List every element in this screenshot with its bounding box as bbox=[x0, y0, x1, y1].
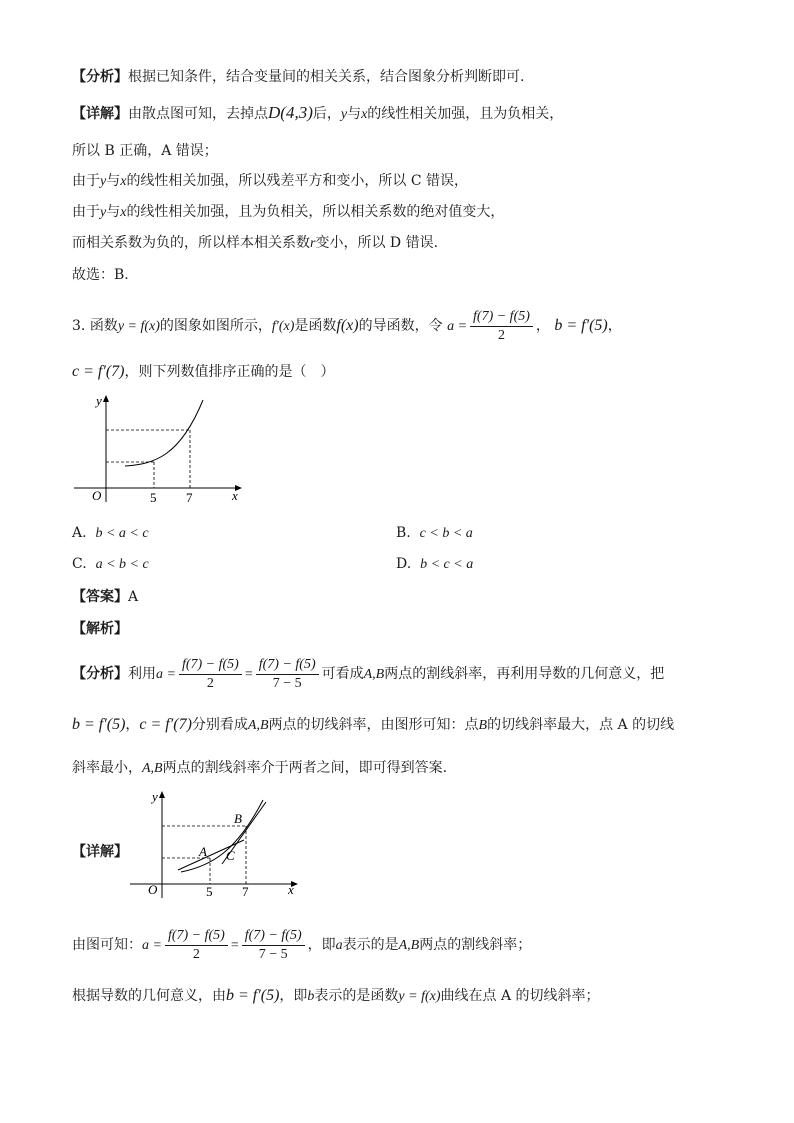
text-line bbox=[72, 232, 438, 255]
separator: ， bbox=[607, 318, 622, 334]
text: 表示的是 bbox=[342, 937, 399, 953]
detail-text: 由散点图可知，去掉点 bbox=[128, 106, 268, 122]
var-x: x bbox=[361, 107, 368, 122]
point-b: B bbox=[478, 718, 488, 733]
tick-label: 5 bbox=[206, 884, 213, 899]
detail-header bbox=[72, 841, 128, 863]
text: 斜率最小， bbox=[72, 760, 142, 776]
text: 的线性相关加强，所以残差平方和变小，所以 C 错误， bbox=[126, 173, 469, 189]
text: 与 bbox=[106, 173, 121, 189]
text: 根据导数的几何意义，由 bbox=[72, 988, 226, 1004]
var-y: y bbox=[100, 174, 107, 189]
text: ，即 bbox=[279, 988, 308, 1004]
c-equation: c = f′(7) bbox=[72, 363, 125, 380]
points-ab: A,B bbox=[363, 667, 385, 682]
option-d[interactable] bbox=[396, 556, 473, 573]
analysis-line1 bbox=[72, 654, 664, 695]
function-expr: y = f(x) bbox=[117, 319, 160, 334]
detail-text: 与 bbox=[347, 106, 362, 122]
text: 两点的割线斜率，再利用导数的几何意义，把 bbox=[384, 666, 665, 682]
option-expr: a < b < c bbox=[95, 557, 149, 572]
detail-tag: 【详解】 bbox=[72, 844, 128, 860]
b-equation: b = f′(5) bbox=[226, 987, 280, 1004]
analysis-line-prev bbox=[72, 66, 524, 88]
fraction-numerator: f(7) − f(5) bbox=[179, 656, 242, 675]
option-c[interactable] bbox=[72, 556, 149, 573]
question-3-line2 bbox=[72, 361, 335, 383]
analysis-tag: 【分析】 bbox=[72, 69, 128, 85]
question-3-line1 bbox=[72, 306, 622, 347]
tick-label: 5 bbox=[150, 490, 157, 505]
detail-text: 后， bbox=[312, 106, 341, 122]
point-d: D(4,3) bbox=[268, 103, 313, 122]
separator: ， bbox=[125, 717, 140, 733]
x-axis-label: x bbox=[232, 488, 238, 503]
text: 的线性相关加强，且为负相关，所以相关系数的绝对值变大， bbox=[126, 204, 505, 220]
text: 曲线在点 A 的切线斜率； bbox=[440, 988, 600, 1004]
fraction-numerator: f(7) − f(5) bbox=[470, 308, 533, 327]
x-axis-label: x bbox=[288, 882, 294, 897]
a-lhs: a = bbox=[156, 667, 176, 682]
fraction bbox=[242, 927, 305, 964]
text: 两点的切线斜率，由图形可知：点 bbox=[268, 717, 479, 733]
function-graph bbox=[70, 390, 250, 508]
fraction-numerator: f(7) − f(5) bbox=[256, 656, 319, 675]
option-label: A. bbox=[72, 525, 87, 541]
var-r: r bbox=[310, 236, 316, 251]
detail-line-prev bbox=[72, 102, 563, 126]
option-b[interactable] bbox=[396, 525, 473, 542]
text: 两点的割线斜率介于两者之间，即可得到答案. bbox=[162, 760, 448, 776]
text: 由于 bbox=[72, 173, 100, 189]
fraction-denominator: 2 bbox=[192, 946, 200, 962]
text-line bbox=[72, 170, 468, 193]
var-b: b bbox=[307, 989, 315, 1004]
text: 利用 bbox=[128, 666, 156, 682]
detail-graph bbox=[126, 786, 306, 902]
text: 而相关系数为负的，所以样本相关系数 bbox=[72, 235, 310, 251]
analysis-line2 bbox=[72, 714, 674, 737]
equals: = bbox=[244, 667, 253, 682]
var-y: y bbox=[340, 107, 348, 122]
text: 的导函数，令 bbox=[358, 318, 443, 334]
text: 两点的割线斜率； bbox=[419, 937, 532, 953]
var-a: a bbox=[335, 938, 343, 953]
fraction bbox=[179, 656, 242, 693]
text: 是函数 bbox=[294, 318, 337, 334]
fraction-numerator: f(7) − f(5) bbox=[242, 927, 305, 946]
detail-line2 bbox=[72, 985, 600, 1008]
points-ab: A,B bbox=[142, 761, 163, 776]
var-x: x bbox=[120, 205, 127, 220]
fraction-denominator: 2 bbox=[497, 327, 505, 343]
text: 变小，所以 D 错误. bbox=[315, 235, 439, 251]
y-axis-arrow-icon bbox=[103, 395, 109, 402]
y-axis-arrow-icon bbox=[159, 791, 165, 798]
origin-label: O bbox=[92, 488, 102, 503]
c-equation: c = f′(7) bbox=[139, 716, 192, 733]
answer-tag: 【答案】 bbox=[72, 589, 128, 605]
y-axis-label: y bbox=[152, 789, 158, 804]
y-axis-label: y bbox=[96, 393, 102, 408]
text: 所以 B 正确，A 错误； bbox=[72, 143, 218, 159]
var-y: y bbox=[100, 205, 107, 220]
option-a[interactable] bbox=[72, 525, 149, 542]
analysis-text: 根据已知条件，结合变量间的相关关系，结合图象分析判断即可. bbox=[128, 69, 525, 85]
answer-value: A bbox=[128, 589, 139, 605]
tick-label: 7 bbox=[186, 490, 193, 505]
text: 分别看成 bbox=[191, 717, 248, 733]
detail-text: 的线性相关加强，且为负相关， bbox=[367, 106, 564, 122]
answer-line bbox=[72, 586, 138, 608]
fraction-numerator: f(7) − f(5) bbox=[165, 927, 228, 946]
text: ，即 bbox=[307, 937, 336, 953]
function-expr: f(x) bbox=[336, 317, 359, 334]
option-label: B. bbox=[396, 525, 411, 541]
b-equation: b = f′(5) bbox=[72, 716, 126, 733]
text-line bbox=[72, 201, 504, 224]
text: 函数 bbox=[89, 318, 118, 334]
point-b-label: B bbox=[234, 811, 242, 826]
b-equation: b = f′(5) bbox=[554, 317, 608, 334]
derivative-expr: f′(x) bbox=[271, 319, 295, 334]
a-lhs: a = bbox=[447, 319, 468, 334]
origin-label: O bbox=[148, 882, 158, 897]
function-expr: y = f(x) bbox=[398, 989, 441, 1004]
question-number: 3. bbox=[72, 318, 86, 334]
text: 的切线斜率最大，点 A 的切线 bbox=[487, 717, 675, 733]
separator: ， bbox=[535, 318, 550, 334]
text-line bbox=[72, 264, 129, 286]
analysis-tag: 【分析】 bbox=[72, 666, 128, 682]
text: 可看成 bbox=[321, 666, 364, 682]
point-c-label: C bbox=[226, 848, 235, 863]
function-curve bbox=[125, 400, 203, 466]
analysis-header-tag: 【解析】 bbox=[72, 621, 128, 637]
option-expr: b < c < a bbox=[420, 557, 474, 572]
question-prompt: ，则下列数值排序正确的是（ ） bbox=[124, 364, 335, 380]
point-a-label: A bbox=[199, 844, 207, 859]
equals: = bbox=[230, 938, 239, 953]
text: 由图可知： bbox=[72, 937, 142, 953]
tick-label: 7 bbox=[242, 884, 249, 899]
a-lhs: a = bbox=[142, 938, 162, 953]
fraction bbox=[256, 656, 319, 693]
option-label: C. bbox=[72, 556, 87, 572]
detail-tag: 【详解】 bbox=[72, 106, 128, 122]
choice-conclusion: 故选：B. bbox=[72, 267, 129, 283]
text: 与 bbox=[106, 204, 121, 220]
analysis-line3 bbox=[72, 757, 447, 780]
detail-line1 bbox=[72, 925, 531, 966]
analysis-header bbox=[72, 618, 128, 640]
text: 的图象如图所示， bbox=[159, 318, 272, 334]
fraction bbox=[165, 927, 228, 964]
fraction-denominator: 7 − 5 bbox=[258, 946, 288, 962]
text-line bbox=[72, 140, 218, 162]
text: 由于 bbox=[72, 204, 100, 220]
var-x: x bbox=[120, 174, 127, 189]
option-label: D. bbox=[396, 556, 412, 572]
text: 表示的是函数 bbox=[314, 988, 399, 1004]
option-expr: c < b < a bbox=[419, 526, 473, 541]
fraction-denominator: 2 bbox=[206, 675, 214, 691]
fraction-denominator: 7 − 5 bbox=[272, 675, 302, 691]
points-ab: A,B bbox=[398, 938, 420, 953]
fraction bbox=[470, 308, 533, 345]
function-curve bbox=[181, 800, 263, 872]
points-ab: A,B bbox=[247, 718, 269, 733]
option-expr: b < a < c bbox=[95, 526, 149, 541]
